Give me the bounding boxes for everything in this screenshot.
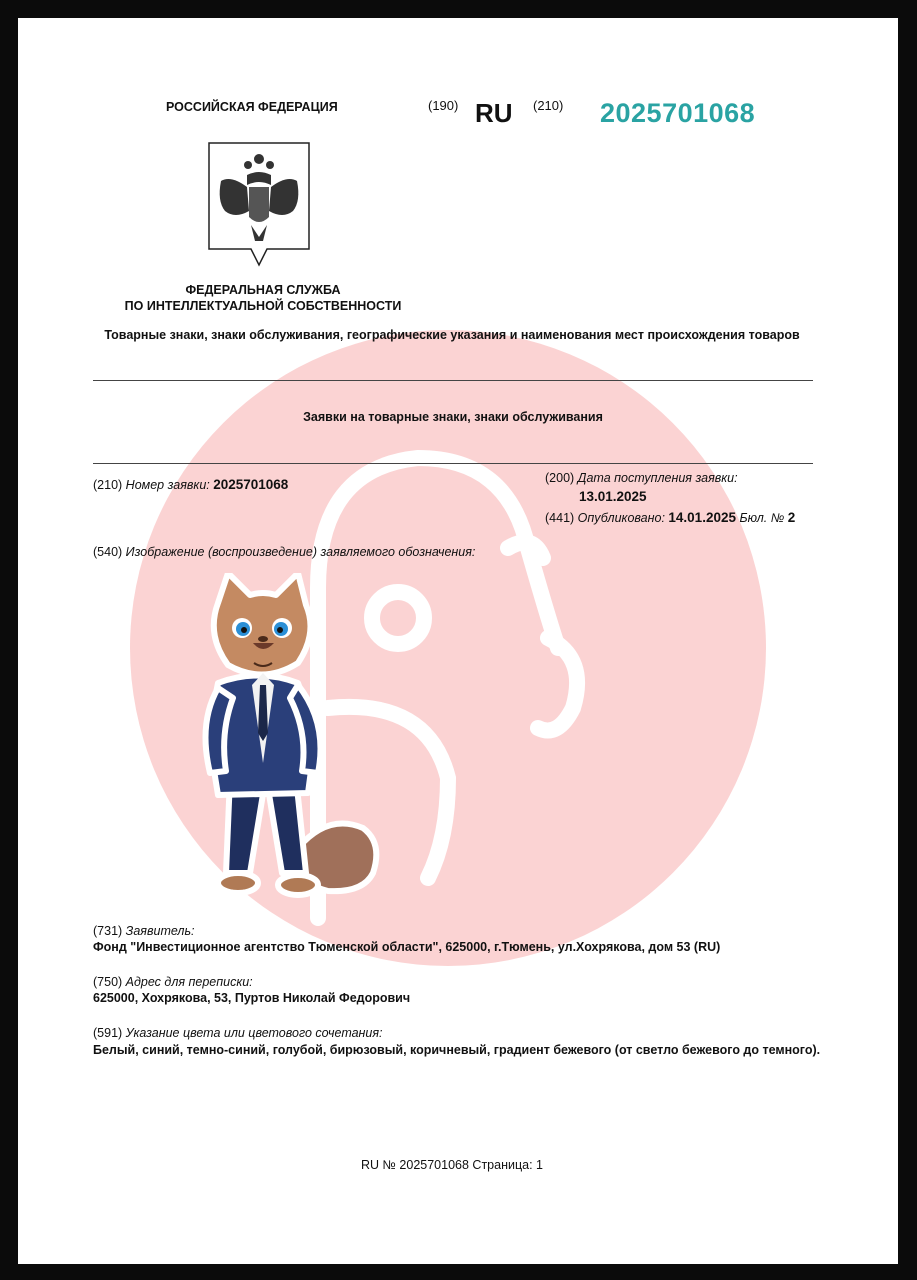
divider-top (93, 380, 813, 381)
field-label: Опубликовано: (577, 511, 665, 525)
field-label: Заявитель: (125, 924, 195, 938)
country-code: RU (475, 98, 513, 128)
colors-field (93, 1026, 383, 1040)
filing-date-field (545, 471, 738, 485)
field-code: (210) (93, 478, 123, 492)
applicant-field (93, 924, 195, 938)
field-code: (200) (545, 471, 575, 485)
applicant-value: Фонд "Инвестиционное агентство Тюменской области", 625000, г.Тюмень, ул.Хохрякова, дом 53 (RU) (93, 940, 721, 954)
country-name: РОССИЙСКАЯ ФЕДЕРАЦИЯ (166, 100, 338, 114)
field-code: (540) (93, 545, 123, 559)
agency-line-1: ФЕДЕРАЛЬНАЯ СЛУЖБА (185, 283, 341, 297)
code-190: (190) (428, 98, 459, 113)
bulletin-number: 2 (787, 510, 796, 525)
document-page (18, 18, 898, 1264)
coat-of-arms-emblem (207, 141, 311, 267)
divider-bottom (93, 463, 813, 464)
field-code: (591) (93, 1026, 123, 1040)
trademark-mascot-image (178, 573, 388, 903)
published-field (545, 510, 795, 525)
page-footer: RU № 2025701068 Страница: 1 (361, 1158, 543, 1172)
field-code: (750) (93, 975, 123, 989)
agency-line-2: ПО ИНТЕЛЛЕКТУАЛЬНОЙ СОБСТВЕННОСТИ (124, 299, 402, 313)
field-label: Изображение (воспроизведение) заявляемого обозначения: (125, 545, 476, 559)
colors-value: Белый, синий, темно-синий, голубой, бирюзовый, коричневый, градиент бежевого (от светло бежевого до темного). (93, 1043, 821, 1057)
filing-date-value: 13.01.2025 (579, 489, 647, 504)
section-title: Заявки на товарные знаки, знаки обслуживания (303, 410, 603, 424)
field-label: Дата поступления заявки: (577, 471, 738, 485)
field-code: (441) (545, 511, 575, 525)
field-label: Указание цвета или цветового сочетания: (125, 1026, 383, 1040)
field-label: Номер заявки: (125, 478, 210, 492)
image-field (93, 545, 475, 559)
bulletin-label: Бюл. № (739, 511, 785, 525)
code-210: (210) (533, 98, 564, 113)
published-date: 14.01.2025 (668, 510, 736, 525)
address-value: 625000, Хохрякова, 53, Пуртов Николай Федорович (93, 991, 411, 1005)
application-number-value: 2025701068 (213, 477, 289, 492)
agency-name (113, 282, 413, 314)
address-field (93, 975, 253, 989)
registration-number: 2025701068 (600, 98, 756, 128)
field-label: Адрес для переписки: (125, 975, 253, 989)
application-number-field (93, 477, 288, 492)
document-category: Товарные знаки, знаки обслуживания, географические указания и наименования мест происхождения товаров (104, 328, 800, 342)
field-code: (731) (93, 924, 123, 938)
